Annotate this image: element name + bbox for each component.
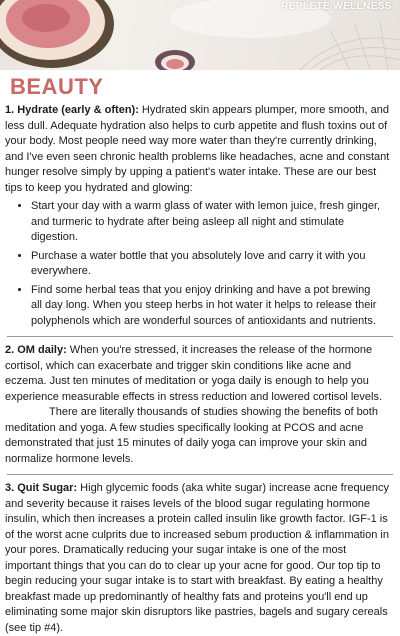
- hydrate-body: Hydrated skin appears plumper, more smooth, and less dull. Adequate hydration also helps to curb appetite and flush toxins out of your body. Most people need way more water than they're currently drinking, and I've even seen chronic health problems like headaches, acne and constant hunger resolve simply by upping a patient's water intake. These are our best tips to keep you hydrated and glowing:: [5, 104, 390, 194]
- hydrate-tips-list: [5, 199, 395, 329]
- article-content: [0, 74, 400, 636]
- fig-seeds: [22, 4, 70, 32]
- section-divider: [7, 474, 393, 475]
- om-paragraph: [5, 343, 395, 405]
- om-heading: 2. OM daily:: [5, 344, 67, 356]
- sugar-paragraph: [5, 481, 395, 636]
- brand-label: REPLETE WELLNESS: [281, 1, 392, 12]
- hydrate-paragraph: [5, 103, 395, 196]
- hydrate-heading: 1. Hydrate (early & often):: [5, 104, 139, 116]
- section-divider: [7, 336, 393, 337]
- list-item: • Purchase a water bottle that you absolutely love and carry it with you everywhere.: [31, 249, 395, 280]
- list-item: • Find some herbal teas that you enjoy drinking and have a pot brewing all day long. When you steep herbs in hot water it helps to release their polyphenols which are wonderful sources of antioxidants and nutrients.: [31, 283, 395, 330]
- sugar-body: High glycemic foods (aka white sugar) increase acne frequency and severity because it raises levels of the blood sugar regulating hormone insulin, which then increases a protein called insulin like growth factor. IGF-1 is of the worst acne culprits due to increased sebum production & inflammation in your pores. Dramatically reducing your sugar intake is one of the most important things that you can do to clear up your acne for good. Our top tip to begin reducing your sugar intake is to start with breakfast. By eating a healthy breakfast made up predominantly of healthy fats and proteins you'll end up eliminating some major skin disruptors like pastries, bagels and sugary cereals (see tip #4).: [5, 482, 389, 634]
- om-body: When you're stressed, it increases the release of the hormone cortisol, which can exacerbate and trigger skin conditions like acne and eczema. Just ten minutes of meditation or yoga daily is enough to help you experience measurable effects in stress reduction and lowered cortisol levels.: [5, 344, 383, 403]
- page-title: BEAUTY: [10, 74, 104, 99]
- om-paragraph-2: There are literally thousands of studies showing the benefits of both meditation and yoga. A few studies specifically looking at PCOS and acne demonstrated that just 15 minutes of daily yoga can improve your skin and normalize hormone levels.: [5, 406, 378, 465]
- hero-image: [0, 0, 400, 70]
- sugar-heading: 3. Quit Sugar:: [5, 482, 78, 494]
- list-item: • Start your day with a warm glass of water with lemon juice, fresh ginger, and turmeric to hydrate after being asleep all night and stimulate digestion.: [31, 199, 395, 246]
- small-fig-flesh: [166, 59, 184, 69]
